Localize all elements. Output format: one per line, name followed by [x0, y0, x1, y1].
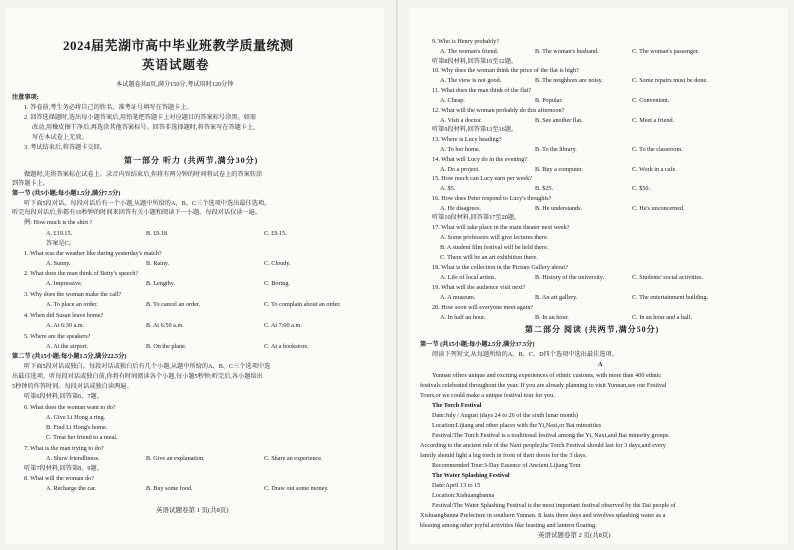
dialog-instruction: 听第10段材料,回答第17至20题。	[432, 214, 521, 221]
passage-text: family should light a big torch in front of their doors for the 3 days.	[420, 452, 587, 459]
passage-text: blessing among other joyful activities like feasting and lantern floating.	[420, 522, 597, 529]
part2-heading: 第二部分 阅读 (共两节,满分50分)	[525, 325, 660, 334]
passage-text: Festival:The Torch Festival is a traditional festival among the Yi, Naxi,and Bai minority groups.	[432, 432, 670, 439]
sec2-heading: 第二节 (共15小题;每小题1.5分,满分22.5分)	[12, 353, 127, 360]
option-c: C. $50.	[632, 185, 651, 192]
option-c: C. To complain about an order.	[264, 301, 341, 308]
example-question: 例: How much is the shirt ?	[24, 219, 93, 226]
question: 18. What is the collection in the Picture Gallery about?	[432, 264, 568, 271]
question: 7. What is the man trying to do?	[24, 445, 104, 452]
passage-text: festivals celebrated throughout the year. If you are already planning to visit Yunnan,see our Festival	[420, 382, 667, 389]
option-b: B. The neighbors are noisy.	[535, 77, 603, 84]
question: 12. What will the woman probably do this afternoon?	[432, 107, 565, 114]
option-b: B. A student film festival will be held there.	[440, 244, 549, 251]
option-c: C. In an hour and a half.	[632, 314, 693, 321]
option-a: A. Recharge the car.	[46, 485, 97, 492]
question: 17. What will take place in the main theater next week?	[432, 224, 570, 231]
option-a: A. Life of local artists.	[440, 274, 497, 281]
option-b: B. In an hour.	[535, 314, 569, 321]
question: 13. Where is Lucy heading?	[432, 136, 502, 143]
option-b: B. History of the university.	[535, 274, 605, 281]
question: 19. What will the audience visit next?	[432, 284, 526, 291]
sec1-intro: 听完每段对话后,你都有10秒钟的时间来回答有关小题和阅读下一小题。每段对话仅读一遍。	[12, 209, 262, 216]
option-a: A. $5.	[440, 185, 456, 192]
passage-text: According to the ancient rule of the Naxi people,the Torch Festival should last for 3 days,and every	[420, 442, 666, 449]
option-a: A. Do a project.	[440, 166, 480, 173]
option-b: B. Find Li Hong's home.	[46, 424, 108, 431]
passage-text: Xishuangbanna Prefecture in southern Yunnan. It lasts three days and involves splashing water as a	[420, 512, 666, 519]
option-b: B. Rainy.	[146, 260, 170, 267]
option-a: A. At the airport.	[46, 343, 89, 350]
part1-intro: 做题时,先将答案标在试卷上。录音内容结束后,你将有两分钟的时间将试卷上的答案转涂	[24, 171, 263, 178]
option-a: A. Visit a doctor.	[440, 117, 482, 124]
festival-title: The Torch Festival	[432, 402, 482, 409]
passage-text: Festival:The Water Splashing Festival is the most important festival observed by the Dai people of	[432, 502, 676, 509]
passage-text: Location:Lijiang and other places with the Yi,Naxi,or Bai minorities	[432, 422, 602, 429]
dialog-instruction: 听第8段材料,回答第10至12题。	[432, 58, 518, 65]
question: 4. When did Susan leave home?	[24, 312, 104, 319]
option-c: C. Share an experience.	[264, 455, 323, 462]
option-b: B. $25.	[535, 185, 554, 192]
option-b: B. Popular.	[535, 97, 563, 104]
option-b: B. To the library.	[535, 146, 577, 153]
option-c: C. Meet a friend.	[632, 117, 675, 124]
question: 15. How much can Lucy earn per week?	[432, 175, 532, 182]
option-c: C. At 7:00 a.m.	[264, 322, 302, 329]
option-a: A. Give Li Hong a ring.	[46, 414, 106, 421]
option-a: A. Show friendliness.	[46, 455, 100, 462]
question: 8. What will the woman do?	[24, 475, 94, 482]
question: 11. What does the man think of the flat?	[432, 87, 532, 94]
exam-title: 2024届芜湖市高中毕业班教学质量统测	[63, 38, 294, 53]
part1-intro: 到答题卡上。	[12, 180, 50, 187]
option-a: A. In half an hour.	[440, 314, 486, 321]
option-c: C. To the classroom.	[632, 146, 683, 153]
exam-subtitle: 英语试题卷	[142, 58, 210, 72]
option-c: C. £9.15.	[264, 230, 287, 237]
notice-heading: 注意事项:	[12, 94, 39, 101]
passage-text: Yunnan offers unique and exciting experiences of ethnic customs, with more than 400 ethnic	[432, 372, 662, 379]
option-a: A. At 6:30 a.m.	[46, 322, 85, 329]
option-a: A. Some professors will give lectures there.	[440, 234, 549, 241]
option-a: A. Impressive.	[46, 280, 83, 287]
notice-line: 3. 考试结束后,将答题卡交回。	[24, 144, 106, 151]
passage-text: Date:April 13 to 15	[432, 482, 481, 489]
option-c: C. Cloudy.	[264, 260, 291, 267]
option-c: C. Draw out some money.	[264, 485, 329, 492]
option-c: C. There will be an art exhibition there.	[440, 254, 538, 261]
option-a: A. To her home.	[440, 146, 481, 153]
example-answer: 答案是C。	[46, 240, 75, 247]
option-a: A. The woman's friend.	[440, 48, 499, 55]
reading-sec1-intro: 阅读下列短文,从每题所给的A、B、C、D四个选项中选出最佳选项。	[432, 351, 618, 358]
option-b: B. See another flat.	[535, 117, 583, 124]
option-a: A. Cheap.	[440, 97, 465, 104]
notice-line: 2. 回答选择题时,选出每小题答案后,用铅笔把答题卡上对应题目的答案标号涂黑。如需	[24, 114, 257, 121]
page-footer: 英语试题卷第 2 页(共8页)	[538, 532, 611, 539]
option-c: C. Some repairs must be done.	[632, 77, 708, 84]
question: 6. What does the woman want to do?	[24, 404, 116, 411]
option-c: C. At a bookstore.	[264, 343, 309, 350]
option-c: C. Boring.	[264, 280, 290, 287]
sec2-intro: 出最佳选项。听每段对话或独白前,你将有时间阅读各个小题,每小题5秒钟;听完后,各小题给出	[12, 373, 263, 380]
question: 3. Why does the woman make the call?	[24, 291, 122, 298]
option-c: C. He's unconcerned.	[632, 205, 685, 212]
passage-text: Location:Xishuangbanna	[432, 492, 495, 499]
passage-text: Recommended Tour:3-Day Essence of Ancient Lijiang Tour	[432, 462, 581, 469]
option-a: A. Sunny.	[46, 260, 71, 267]
question: 5. Where are the speakers?	[24, 333, 91, 340]
option-a: A. A museum.	[440, 294, 476, 301]
option-c: C. The woman's passenger.	[632, 48, 700, 55]
option-b: B. He understands.	[535, 205, 583, 212]
page-fold	[396, 0, 398, 550]
sec1-intro: 听下面5段对话。每段对话后有一个小题,从题中所给的A、B、C三个选项中选出最佳选项。	[24, 200, 271, 207]
dialog-instruction: 听第7段材料,回答第8、9题。	[24, 465, 103, 472]
notice-line: 1. 答卷前,考生务必将自己的姓名、准考证号填写在答题卡上。	[24, 104, 193, 111]
exam-page-2	[410, 8, 788, 544]
passage-text: Date:July / August (days 24 to 26 of the sixth lunar month)	[432, 412, 578, 419]
option-b: B. Lengthy.	[146, 280, 175, 287]
dialog-instruction: 听第6段材料,回答第6、7题。	[24, 393, 103, 400]
option-b: B. Buy some food.	[146, 485, 193, 492]
option-b: B. £9.18.	[146, 230, 169, 237]
reading-sec1-heading: 第一节 (共15小题;每小题2.5分,满分37.5分)	[420, 341, 535, 348]
option-b: B. Give an explanation.	[146, 455, 205, 462]
option-b: B. The woman's husband.	[535, 48, 599, 55]
question: 16. How does Peter respond to Lucy's thoughts?	[432, 195, 552, 202]
passage-label: A	[598, 361, 603, 368]
question: 9. Who is Henry probably?	[432, 38, 500, 45]
festival-title: The Water Splashing Festival	[432, 472, 510, 479]
exam-page-1	[6, 8, 384, 544]
option-b: B. At 6:50 a.m.	[146, 322, 184, 329]
option-c: C. Students' social activities.	[632, 274, 704, 281]
passage-text: Tours,or we could make a unique festival tour for you.	[420, 392, 555, 399]
question: 2. What does the man think of Betty's speech?	[24, 270, 139, 277]
question: 14. What will Lucy do in the evening?	[432, 156, 528, 163]
notice-line: 写在本试卷上无效。	[32, 134, 88, 141]
sec2-intro: 5秒钟的作答时间。每段对话或独白读两遍。	[12, 383, 133, 390]
option-c: C. Work in a cafe.	[632, 166, 677, 173]
option-a: A. £19.15.	[46, 230, 73, 237]
question: 1. What was the weather like during yesterday's match?	[24, 250, 162, 257]
question: 10. Why does the woman think the price of the flat is high?	[432, 67, 579, 74]
exam-info: 本试题卷共8页,满分150分,考试用时120分钟	[116, 81, 234, 88]
option-b: B. On the plane.	[146, 343, 187, 350]
part1-heading: 第一部分 听力 (共两节,满分30分)	[124, 156, 259, 165]
sec2-intro: 听下面5段对话或独白。每段对话或独白后有几个小题,从题中所给的A、B、C三个选项中选	[24, 363, 271, 370]
sec1-heading: 第一节 (共5小题;每小题1.5分,满分7.5分)	[12, 190, 121, 197]
option-c: C. The entertainment building.	[632, 294, 709, 301]
option-b: B. An art gallery.	[535, 294, 578, 301]
page-footer: 英语试题卷第 1 页(共8页)	[156, 507, 229, 514]
option-b: B. Buy a computer.	[535, 166, 583, 173]
notice-line: 改动,用橡皮擦干净后,再选涂其他答案标号。回答非选择题时,将答案写在答题卡上,	[32, 124, 255, 131]
option-c: C. Treat her friend to a meal.	[46, 434, 118, 441]
option-a: A. The view is not good.	[440, 77, 502, 84]
dialog-instruction: 听第9段材料,回答第13至16题。	[432, 126, 518, 133]
option-b: B. To cancel an order.	[146, 301, 201, 308]
option-a: A. To place an order.	[46, 301, 98, 308]
question: 20. How soon will everyone meet again?	[432, 304, 534, 311]
option-c: C. Convenient.	[632, 97, 670, 104]
option-a: A. He disagrees.	[440, 205, 481, 212]
